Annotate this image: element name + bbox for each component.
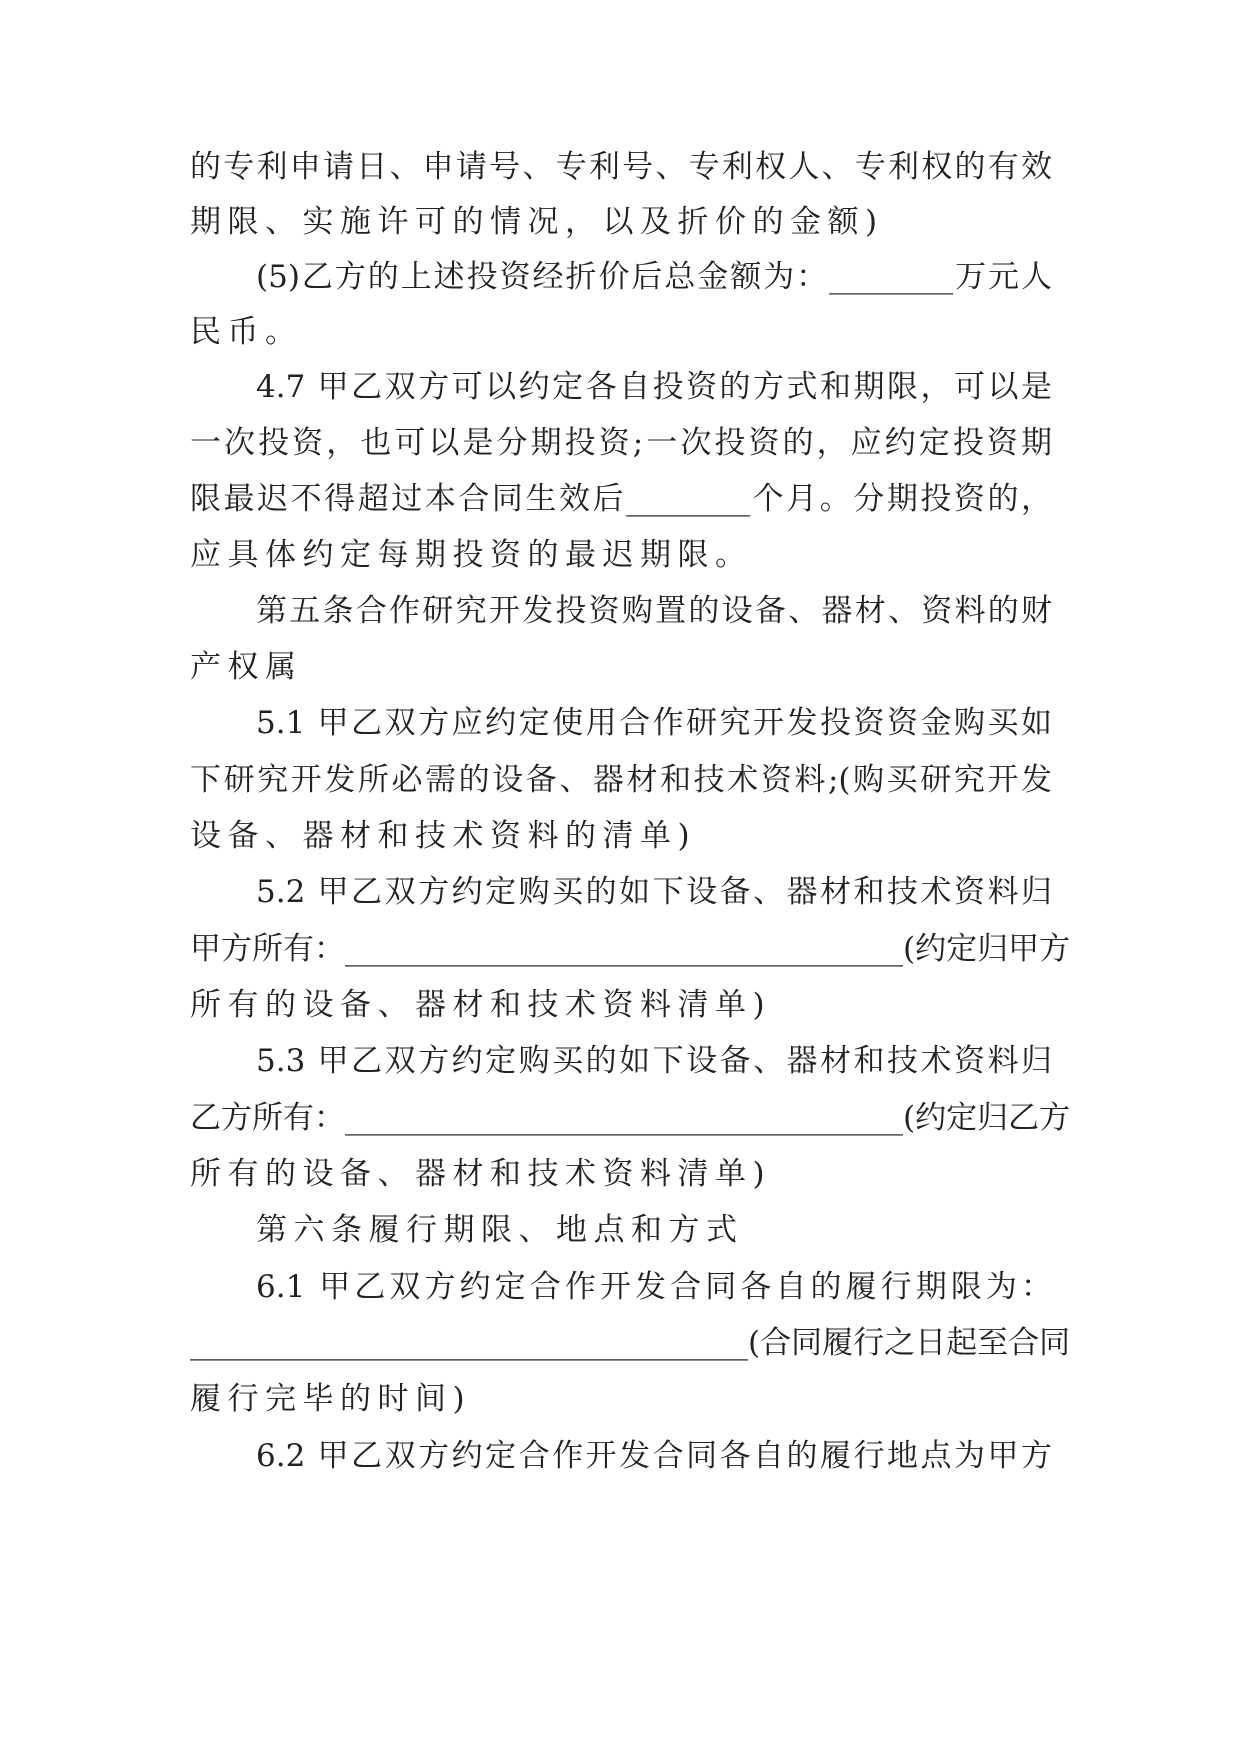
text-line: 6.2 甲乙双方约定合作开发合同各自的履行地点为甲方 [256,1438,1052,1474]
section-heading: 第六条履行期限、地点和方式 [256,1212,744,1248]
text-line: 6.1 甲乙双方约定合作开发合同各自的履行期限为： [256,1269,1052,1305]
section-heading: 产权属 [190,649,303,685]
text-line: 下研究开发所必需的设备、器材和技术资料;(购买研究开发 [190,762,1052,798]
text-line: 乙方所有：____________________________________(约定归乙方 [190,1100,1071,1136]
text-line: 甲方所有：____________________________________(约定归甲方 [190,931,1071,967]
text-line: ____________________________________(合同履行之日起至合同 [190,1325,1071,1361]
text-line: 限最迟不得超过本合同生效后________个月。分期投资的， [190,481,1052,517]
text-line: 履行完毕的时间) [190,1381,472,1417]
text-line: 民币。 [190,314,303,350]
text-line: 所有的设备、器材和技术资料清单) [190,1156,772,1192]
text-line: (5)乙方的上述投资经折价后总金额为：________万元人 [256,259,1052,295]
text-line: 一次投资，也可以是分期投资;一次投资的，应约定投资期 [190,425,1052,461]
text-line: 5.1 甲乙双方应约定使用合作研究开发投资资金购买如 [256,705,1052,741]
text-line: 应具体约定每期投资的最迟期限。 [190,537,753,573]
text-line: 期限、实施许可的情况，以及折价的金额) [190,204,884,240]
text-line: 4.7 甲乙双方可以约定各自投资的方式和期限，可以是 [256,369,1052,405]
text-line: 5.3 甲乙双方约定购买的如下设备、器材和技术资料归 [256,1043,1052,1079]
text-line: 的专利申请日、申请号、专利号、专利权人、专利权的有效 [190,149,1052,185]
text-line: 设备、器材和技术资料的清单) [190,818,697,854]
text-line: 所有的设备、器材和技术资料清单) [190,987,772,1023]
section-heading: 第五条合作研究开发投资购置的设备、器材、资料的财 [256,593,1052,629]
text-line: 5.2 甲乙双方约定购买的如下设备、器材和技术资料归 [256,874,1052,910]
